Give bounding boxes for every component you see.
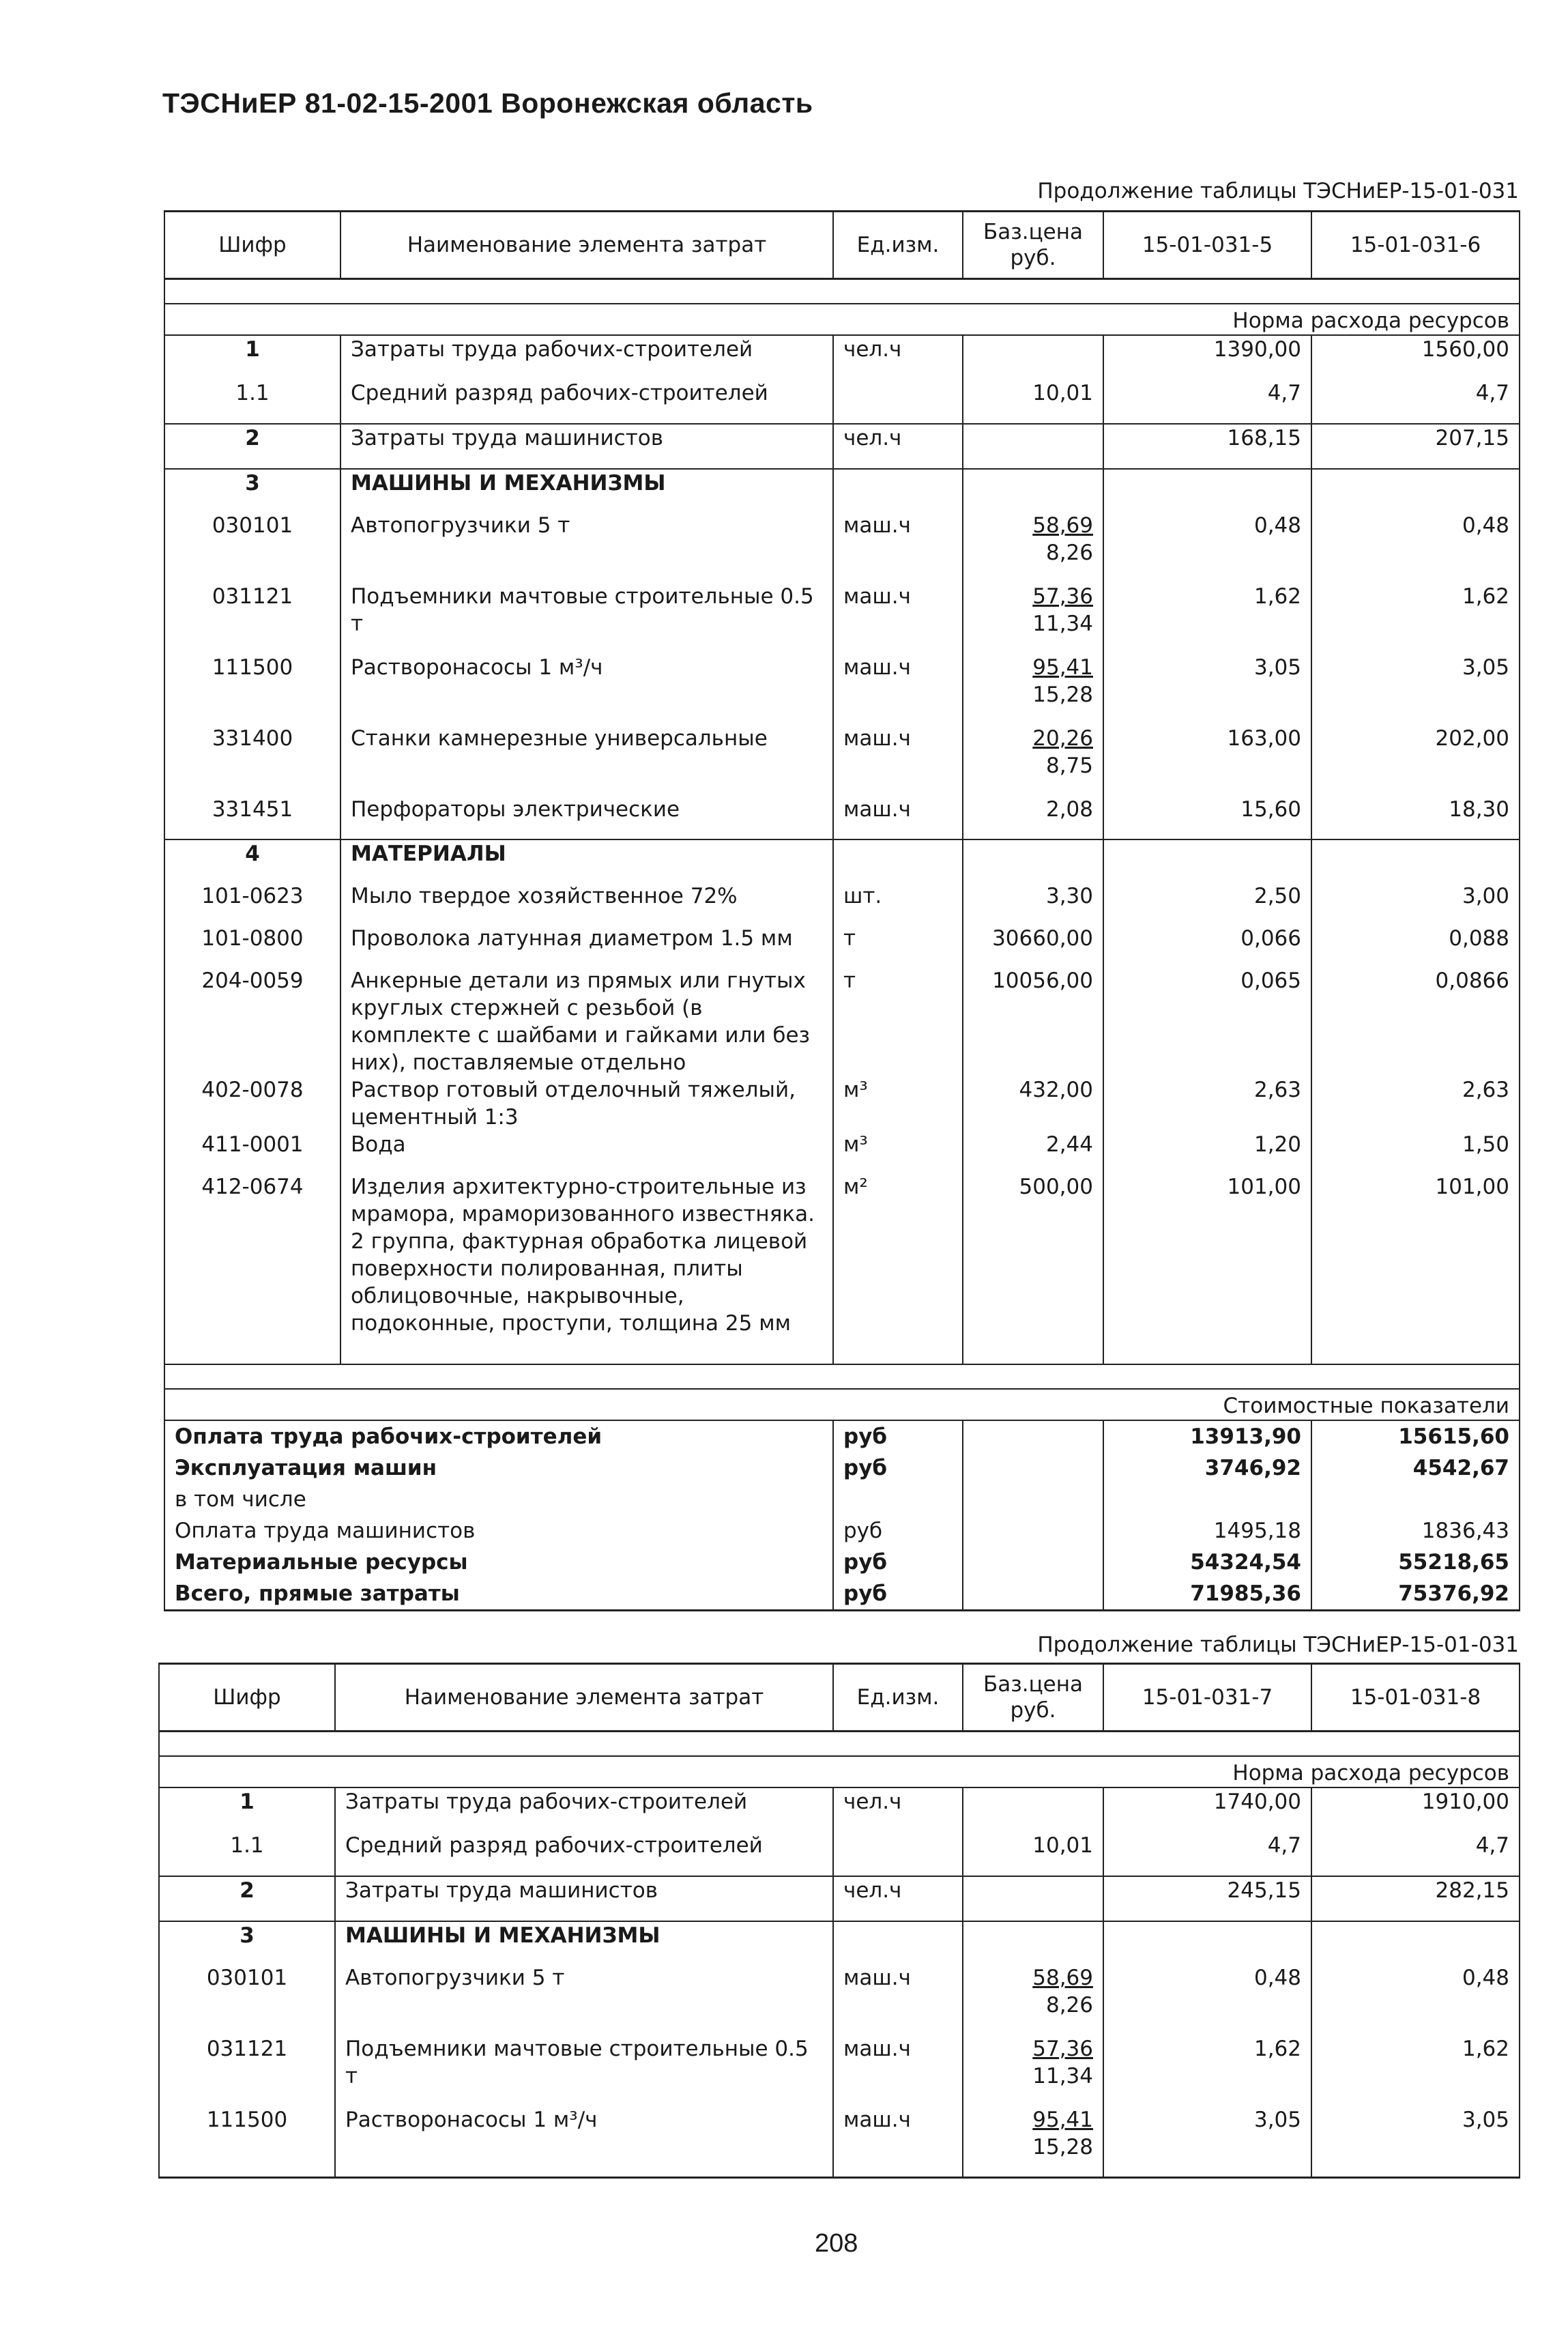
price-wage: 8,26 [1045,1993,1093,2017]
header-col-6: 15-01-031-6 [1311,212,1520,279]
resource-table-2-body [159,1664,1520,2178]
empty-cell [963,1420,1103,1452]
empty-cell [963,1484,1103,1515]
cost-value-2: 1836,43 [1311,1515,1520,1547]
cost-value-2: 75376,92 [1311,1578,1520,1611]
row-value-2: 3,05 [1311,654,1520,725]
header-base-price: Баз.цена руб. [963,212,1103,279]
row-code: 030101 [159,1964,335,2035]
row-value-1: 0,48 [1103,512,1311,583]
table-row [164,1076,1520,1131]
header-unit: Ед.изм. [833,212,963,279]
row-value-1: 4,7 [1103,379,1311,424]
norm-label: Норма расхода ресурсов [159,1756,1520,1787]
row-unit: маш.ч [833,725,963,796]
row-value-2: 1,50 [1311,1131,1520,1173]
row-unit [833,1832,963,1876]
row-code: 1 [159,1787,335,1832]
cost-value-1 [1103,1484,1311,1515]
row-base-price [963,1964,1103,2035]
empty-cell [1103,469,1311,512]
row-value-2: 4,7 [1311,1832,1520,1876]
table-row [164,654,1520,725]
row-code: 2 [159,1876,335,1921]
row-value-2: 1560,00 [1311,335,1520,379]
table-row [159,1832,1520,1876]
row-name: Мыло твердое хозяйственное 72% [340,882,833,925]
table-row [159,1964,1520,2035]
row-name: Затраты труда рабочих-строителей [335,1787,833,1832]
cost-row [164,1452,1520,1484]
header-col-7: 15-01-031-7 [1103,1664,1311,1732]
row-value-2: 1910,00 [1311,1787,1520,1832]
row-unit: м³ [833,1076,963,1131]
row-base-price [963,2035,1103,2106]
price-wage: 8,75 [1045,753,1093,778]
cost-value-2 [1311,1484,1520,1515]
empty-cell [963,1452,1103,1484]
section-title: МАШИНЫ И МЕХАНИЗМЫ [335,1921,833,1964]
row-code: 031121 [164,583,340,654]
table-row [164,725,1520,796]
row-base-price: 3,30 [963,882,1103,925]
row-code: 2 [164,424,340,469]
header-code: Шифр [164,212,340,279]
row-value-1: 0,48 [1103,1964,1311,2035]
row-code: 111500 [159,2106,335,2177]
row-value-2: 282,15 [1311,1876,1520,1921]
row-value-1: 1390,00 [1103,335,1311,379]
row-name: Автопогрузчики 5 т [335,1964,833,2035]
resource-table-2 [158,1663,1520,2179]
row-value-1: 4,7 [1103,1832,1311,1876]
row-base-price [963,512,1103,583]
spacer-row [159,1732,1520,1757]
table-row [164,379,1520,424]
table-row [159,1876,1520,1921]
cost-value-1: 71985,36 [1103,1578,1311,1611]
row-name: Раствор готовый отделочный тяжелый, цементный 1:3 [340,1076,833,1131]
row-value-1: 2,50 [1103,882,1311,925]
row-name: Растворонасосы 1 м³/ч [335,2106,833,2177]
row-unit: маш.ч [833,654,963,725]
spacer-cell [164,279,1520,304]
row-value-2: 1,62 [1311,583,1520,654]
cost-name: Оплата труда машинистов [164,1515,833,1547]
table-2-continuation-note: Продолжение таблицы ТЭСНиЕР-15-01-031 [1037,1633,1519,1657]
cost-row [164,1484,1520,1515]
row-base-price [963,583,1103,654]
row-base-price [963,1787,1103,1832]
empty-cell [963,1547,1103,1578]
row-value-2: 4,7 [1311,379,1520,424]
cost-unit: руб [833,1578,963,1611]
row-name: Затраты труда машинистов [335,1876,833,1921]
header-name: Наименование элемента затрат [340,212,833,279]
row-code: 331400 [164,725,340,796]
table-row [164,424,1520,469]
table-row [159,2035,1520,2106]
price-machine: 57,36 [1032,584,1093,609]
price-machine: 95,41 [1032,2108,1093,2132]
row-name: Подъемники мачтовые строительные 0.5 т [340,583,833,654]
price-wage: 11,34 [1032,612,1093,636]
row-code: 412-0674 [164,1173,340,1364]
row-value-2: 3,00 [1311,882,1520,925]
cost-unit: руб [833,1452,963,1484]
row-value-1: 2,63 [1103,1076,1311,1131]
price-machine: 57,36 [1032,2037,1093,2061]
document-title: ТЭСНиЕР 81-02-15-2001 Воронежская область [162,87,813,119]
row-name: Вода [340,1131,833,1173]
row-value-2: 0,48 [1311,512,1520,583]
row-value-2: 207,15 [1311,424,1520,469]
row-code: 204-0059 [164,967,340,1076]
row-value-1: 3,05 [1103,654,1311,725]
header-name: Наименование элемента затрат [335,1664,833,1732]
row-base-price [963,1876,1103,1921]
empty-cell [1311,1921,1520,1964]
table-row [164,512,1520,583]
section-code: 3 [164,469,340,512]
row-base-price [963,725,1103,796]
cost-unit: руб [833,1547,963,1578]
empty-cell [963,469,1103,512]
row-unit: шт. [833,882,963,925]
row-base-price: 500,00 [963,1173,1103,1364]
empty-cell [833,469,963,512]
row-base-price: 10,01 [963,1832,1103,1876]
table-row [159,1787,1520,1832]
row-name: Станки камнерезные универсальные [340,725,833,796]
cost-unit: руб [833,1420,963,1452]
cost-row [164,1578,1520,1611]
row-value-1: 245,15 [1103,1876,1311,1921]
price-wage: 15,28 [1032,683,1093,707]
row-unit: т [833,967,963,1076]
cost-value-1: 13913,90 [1103,1420,1311,1452]
empty-cell [833,1921,963,1964]
row-code: 101-0800 [164,925,340,967]
cost-name: Всего, прямые затраты [164,1578,833,1611]
row-base-price: 2,44 [963,1131,1103,1173]
row-code: 101-0623 [164,882,340,925]
price-wage: 8,26 [1045,541,1093,565]
row-value-2: 202,00 [1311,725,1520,796]
row-value-1: 1,20 [1103,1131,1311,1173]
table-row [164,967,1520,1076]
section-title: МАТЕРИАЛЫ [340,839,833,882]
section-title: МАШИНЫ И МЕХАНИЗМЫ [340,469,833,512]
cost-name: Материальные ресурсы [164,1547,833,1578]
cost-value-2: 55218,65 [1311,1547,1520,1578]
row-value-2: 0,48 [1311,1964,1520,2035]
row-base-price: 10056,00 [963,967,1103,1076]
cost-value-1: 1495,18 [1103,1515,1311,1547]
row-unit: т [833,925,963,967]
row-unit: м³ [833,1131,963,1173]
spacer-row [164,1364,1520,1389]
cost-row [164,1547,1520,1578]
empty-cell [963,1515,1103,1547]
row-value-1: 0,066 [1103,925,1311,967]
norm-label-row [164,304,1520,335]
cost-name: в том числе [164,1484,833,1515]
empty-cell [963,839,1103,882]
row-name: Проволока латунная диаметром 1.5 мм [340,925,833,967]
table-row [164,1131,1520,1173]
row-value-2: 0,088 [1311,925,1520,967]
resource-table-1 [164,210,1520,1611]
row-base-price [963,424,1103,469]
section-row [164,839,1520,882]
cost-row [164,1515,1520,1547]
header-code: Шифр [159,1664,335,1732]
table-row [159,2106,1520,2177]
row-value-2: 0,0866 [1311,967,1520,1076]
section-row [159,1921,1520,1964]
empty-cell [963,1578,1103,1611]
row-value-1: 1,62 [1103,2035,1311,2106]
cost-label: Стоимостные показатели [164,1389,1520,1420]
row-unit: маш.ч [833,796,963,839]
row-value-2: 18,30 [1311,796,1520,839]
row-unit: маш.ч [833,512,963,583]
empty-cell [833,839,963,882]
row-base-price: 10,01 [963,379,1103,424]
row-base-price: 432,00 [963,1076,1103,1131]
empty-cell [1103,1921,1311,1964]
row-name: Растворонасосы 1 м³/ч [340,654,833,725]
row-unit: чел.ч [833,1876,963,1921]
row-name: Затраты труда рабочих-строителей [340,335,833,379]
table-row [164,882,1520,925]
spacer-cell [164,1364,1520,1389]
header-unit: Ед.изм. [833,1664,963,1732]
section-row [164,469,1520,512]
cost-value-1: 3746,92 [1103,1452,1311,1484]
row-name: Затраты труда машинистов [340,424,833,469]
cost-name: Эксплуатация машин [164,1452,833,1484]
price-machine: 20,26 [1032,726,1093,751]
page-number: 208 [815,2229,858,2258]
row-name: Подъемники мачтовые строительные 0.5 т [335,2035,833,2106]
row-code: 331451 [164,796,340,839]
row-unit: чел.ч [833,335,963,379]
row-name: Средний разряд рабочих-строителей [340,379,833,424]
row-value-2: 3,05 [1311,2106,1520,2177]
row-base-price [963,654,1103,725]
cost-row [164,1420,1520,1452]
row-code: 031121 [159,2035,335,2106]
row-unit: маш.ч [833,1964,963,2035]
section-code: 3 [159,1921,335,1964]
row-base-price: 30660,00 [963,925,1103,967]
row-code: 411-0001 [164,1131,340,1173]
header-col-8: 15-01-031-8 [1311,1664,1520,1732]
cost-unit: руб [833,1515,963,1547]
row-value-1: 1,62 [1103,583,1311,654]
empty-cell [1311,839,1520,882]
row-unit: маш.ч [833,583,963,654]
cost-value-2: 4542,67 [1311,1452,1520,1484]
row-unit: чел.ч [833,1787,963,1832]
empty-cell [1103,839,1311,882]
row-value-1: 163,00 [1103,725,1311,796]
row-value-1: 15,60 [1103,796,1311,839]
row-base-price: 2,08 [963,796,1103,839]
spacer-row [164,279,1520,304]
price-wage: 15,28 [1032,2135,1093,2159]
row-unit: маш.ч [833,2035,963,2106]
row-value-2: 2,63 [1311,1076,1520,1131]
empty-cell [963,1921,1103,1964]
row-base-price [963,2106,1103,2177]
row-name: Изделия архитектурно-строительные из мрамора, мраморизованного известняка. 2 группа, фактурная обработка лицевой поверхности полированная, плиты облицовочные, накрывочные, подоконные, проступи, толщина 25 мм [340,1173,833,1364]
cost-value-2: 15615,60 [1311,1420,1520,1452]
table-header-row [159,1664,1520,1732]
cost-name: Оплата труда рабочих-строителей [164,1420,833,1452]
row-code: 111500 [164,654,340,725]
row-value-1: 1740,00 [1103,1787,1311,1832]
row-code: 1 [164,335,340,379]
row-code: 030101 [164,512,340,583]
table-header-row [164,212,1520,279]
empty-cell [1311,469,1520,512]
row-value-2: 101,00 [1311,1173,1520,1364]
row-value-1: 168,15 [1103,424,1311,469]
row-value-1: 3,05 [1103,2106,1311,2177]
table-row [164,1173,1520,1364]
cost-label-row [164,1389,1520,1420]
row-code: 402-0078 [164,1076,340,1131]
row-name: Анкерные детали из прямых или гнутых круглых стержней с резьбой (в комплекте с шайбами и гайками или без них), поставляемые отдельно [340,967,833,1076]
row-value-2: 1,62 [1311,2035,1520,2106]
row-unit [833,379,963,424]
resource-table-1-body [164,212,1520,1611]
row-name: Перфораторы электрические [340,796,833,839]
row-unit: маш.ч [833,2106,963,2177]
cost-unit [833,1484,963,1515]
header-base-price: Баз.цена руб. [963,1664,1103,1732]
header-col-5: 15-01-031-5 [1103,212,1311,279]
price-machine: 95,41 [1032,655,1093,680]
cost-value-1: 54324,54 [1103,1547,1311,1578]
row-code: 1.1 [164,379,340,424]
row-base-price [963,335,1103,379]
row-value-1: 101,00 [1103,1173,1311,1364]
price-machine: 58,69 [1032,513,1093,538]
row-code: 1.1 [159,1832,335,1876]
row-name: Автопогрузчики 5 т [340,512,833,583]
spacer-cell [159,1732,1520,1757]
row-value-1: 0,065 [1103,967,1311,1076]
table-row [164,583,1520,654]
section-code: 4 [164,839,340,882]
norm-label-row [159,1756,1520,1787]
table-row [164,335,1520,379]
price-wage: 11,34 [1032,2064,1093,2088]
row-name: Средний разряд рабочих-строителей [335,1832,833,1876]
table-row [164,796,1520,839]
table-row [164,925,1520,967]
table-1-continuation-note: Продолжение таблицы ТЭСНиЕР-15-01-031 [1037,179,1519,203]
row-unit: чел.ч [833,424,963,469]
price-machine: 58,69 [1032,1966,1093,1990]
norm-label: Норма расхода ресурсов [164,304,1520,335]
row-unit: м² [833,1173,963,1364]
